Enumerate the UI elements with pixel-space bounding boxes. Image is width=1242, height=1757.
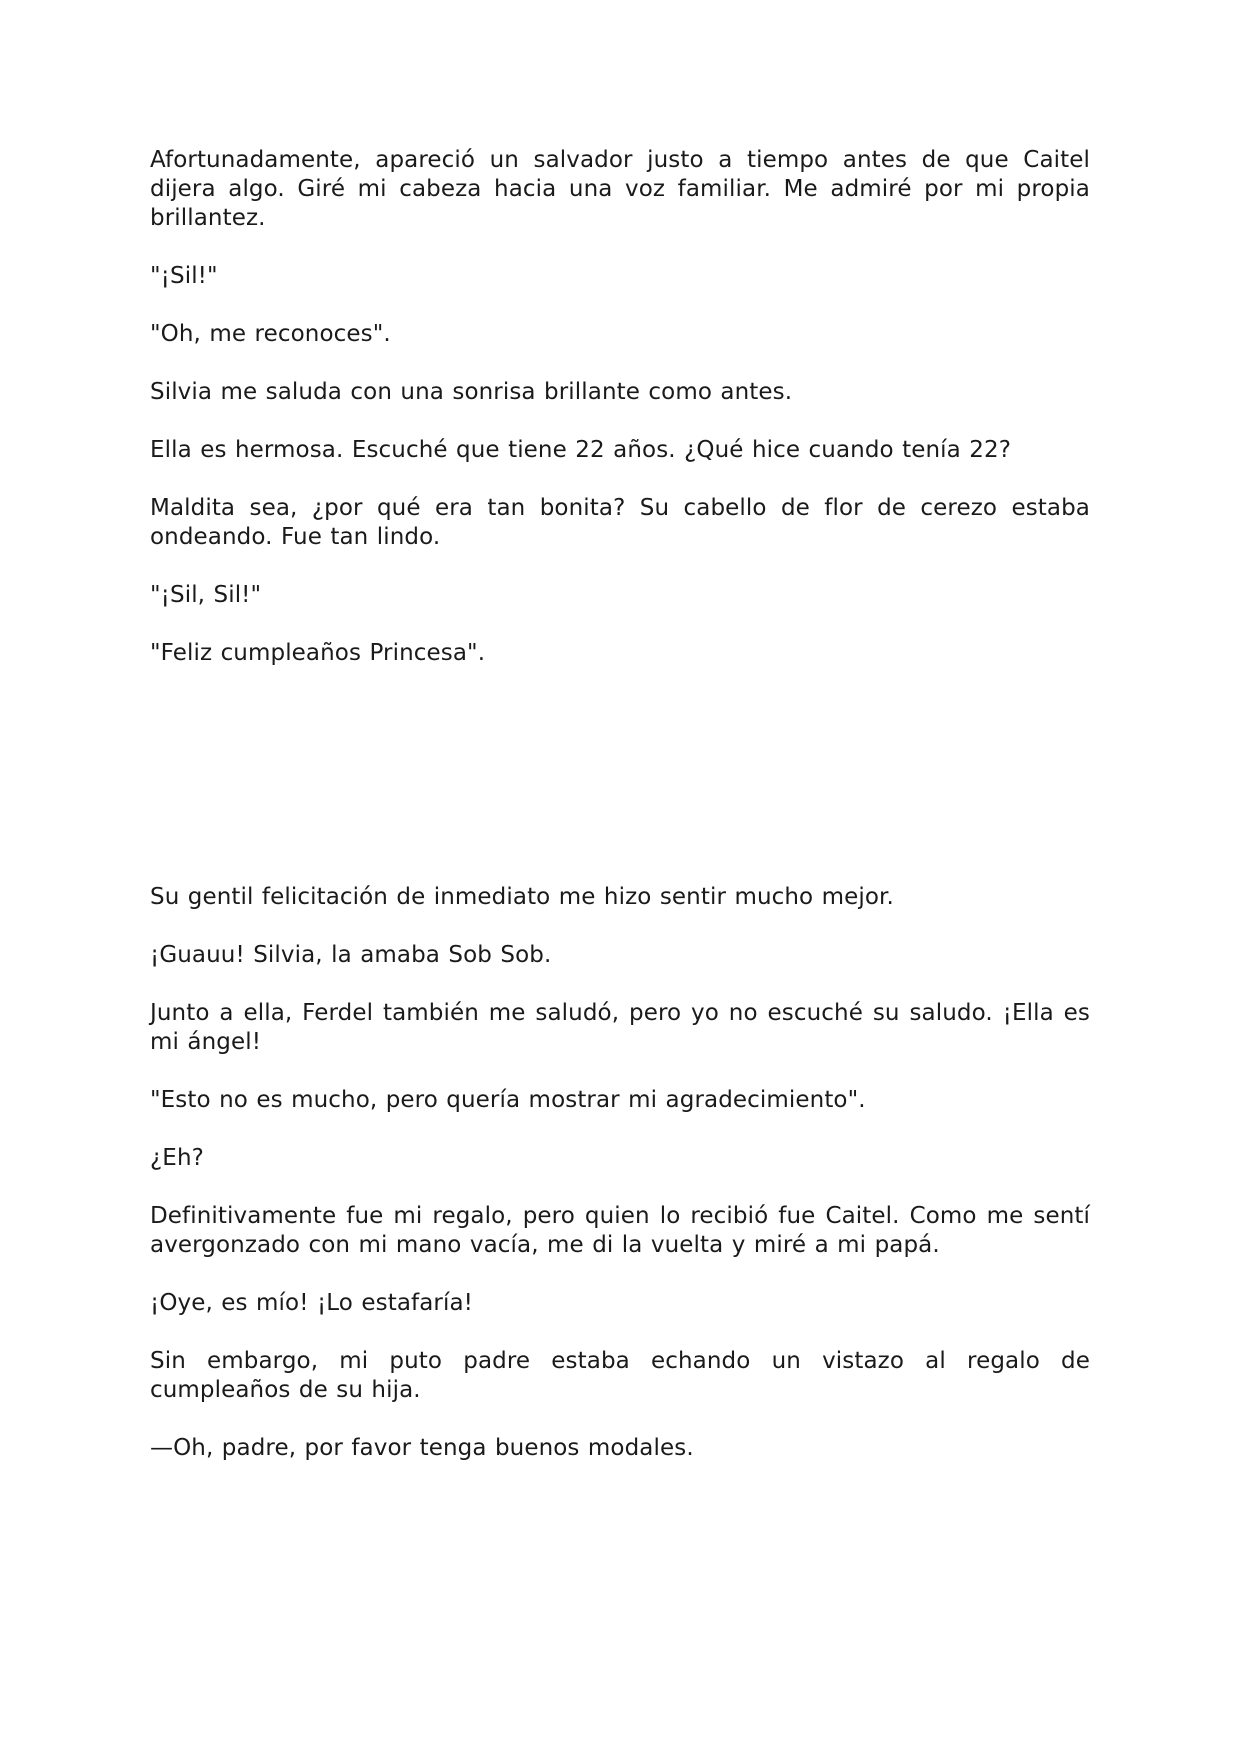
paragraph: ¡Guauu! Silvia, la amaba Sob Sob.: [150, 942, 552, 968]
paragraph: Sin embargo, mi puto padre estaba echando un vistazo al regalo de cumpleaños de su hija.: [150, 1348, 1090, 1403]
text-section-top: [150, 146, 1090, 697]
paragraph: Silvia me saluda con una sonrisa brillante como antes.: [150, 379, 793, 405]
paragraph: Definitivamente fue mi regalo, pero quien lo recibió fue Caitel. Como me sentí avergonzado con mi mano vacía, me di la vuelta y miré a mi papá.: [150, 1203, 1090, 1258]
paragraph: Maldita sea, ¿por qué era tan bonita? Su cabello de flor de cerezo estaba ondeando. Fue tan lindo.: [150, 495, 1090, 550]
text-section-bottom: [150, 883, 1090, 1492]
paragraph: "¡Sil, Sil!": [150, 582, 262, 608]
paragraph: "Oh, me reconoces".: [150, 321, 391, 347]
paragraph: ¿Eh?: [150, 1145, 204, 1171]
paragraph: ¡Oye, es mío! ¡Lo estafaría!: [150, 1290, 473, 1316]
paragraph: Afortunadamente, apareció un salvador justo a tiempo antes de que Caitel dijera algo. Giré mi cabeza hacia una voz familiar. Me admiré por mi propia brillantez.: [150, 147, 1090, 231]
paragraph: Junto a ella, Ferdel también me saludó, pero yo no escuché su saludo. ¡Ella es mi ángel!: [150, 1000, 1090, 1055]
paragraph: "¡Sil!": [150, 263, 218, 289]
paragraph: "Esto no es mucho, pero quería mostrar mi agradecimiento".: [150, 1087, 866, 1113]
paragraph: Su gentil felicitación de inmediato me hizo sentir mucho mejor.: [150, 884, 894, 910]
paragraph: Ella es hermosa. Escuché que tiene 22 años. ¿Qué hice cuando tenía 22?: [150, 437, 1012, 463]
paragraph: —Oh, padre, por favor tenga buenos modales.: [150, 1435, 694, 1461]
paragraph: "Feliz cumpleaños Princesa".: [150, 640, 486, 666]
